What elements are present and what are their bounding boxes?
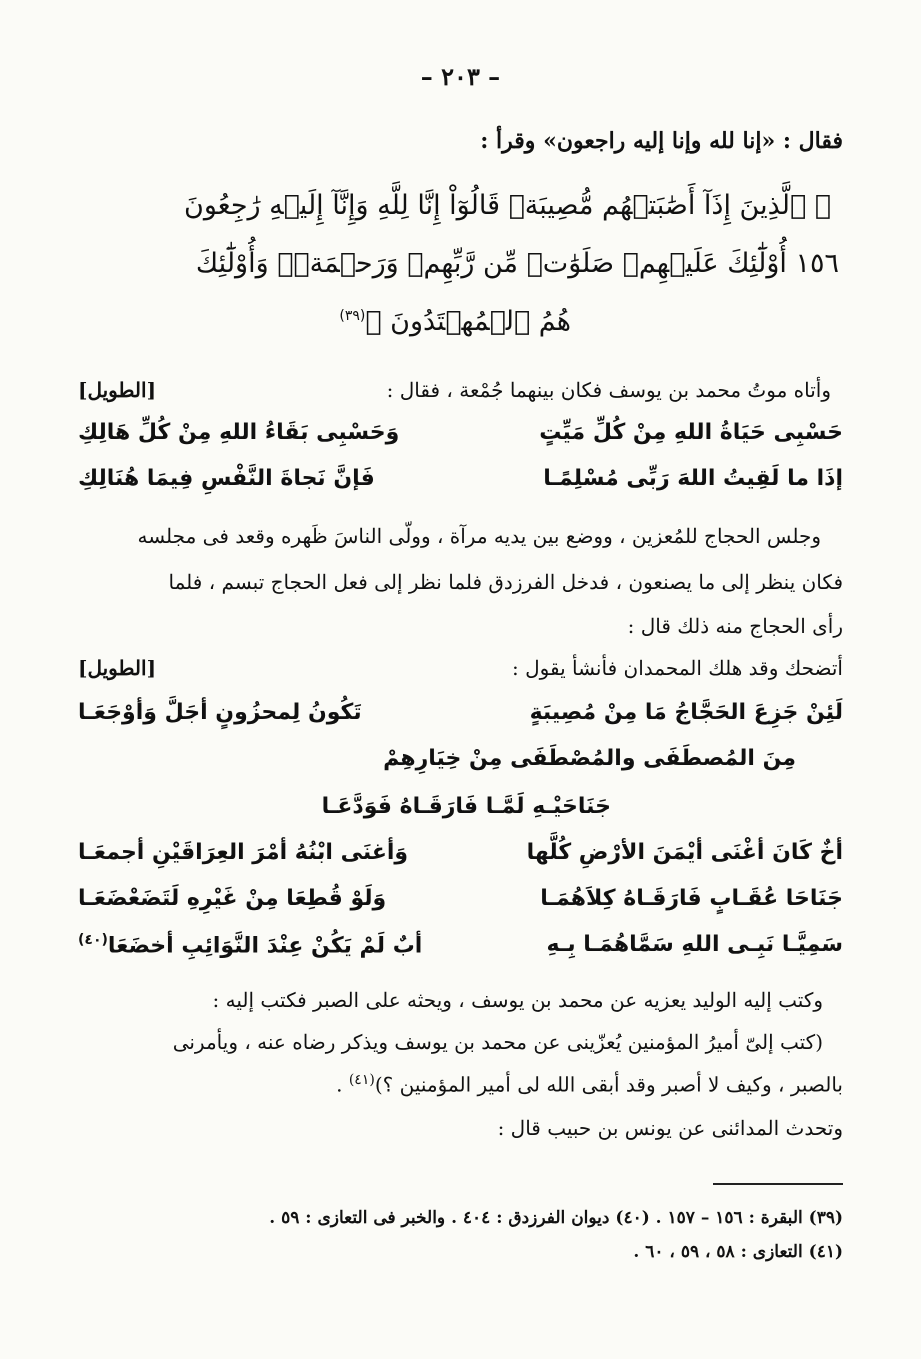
footnote-39-40: (٣٩) البقرة : ١٥٦ – ١٥٧ . (٤٠) ديوان الفرزدق : ٤٠٤ . والخبر فى التعازى : ٥٩ . [269, 1208, 843, 1228]
poem2-verse-3: جَنَاحَيْـهِ لَمَّـا فَارَقَـاهُ فَوَدَّعَـا [321, 794, 611, 819]
paragraph-3-line-3-text: بالصبر ، وكيف لا أصبر وقد أبقى الله لى أمير المؤمنين ؟) [374, 1072, 843, 1097]
poem2-verse-6-second [78, 932, 422, 958]
footnote-divider [713, 1183, 843, 1185]
paragraph-2-line-2: فكان ينظر إلى ما يصنعون ، فدخل الفرزدق فلما نظر إلى فعل الحجاج تبسم ، فلما [168, 570, 843, 594]
poem2-verse-4-first: أخٌ كَانَ أغْنَى أيْمَنَ الأرْضِ كُلَّها [526, 840, 843, 865]
quran-verse-line-3 [339, 306, 571, 337]
footnote-41: (٤١) التعازى : ٥٨ ، ٥٩ ، ٦٠ . [633, 1242, 843, 1262]
poem2-verse-5-first: جَنَاحَا عُقَـابٍ فَارَقَـاهُ كِلاَهُمَـا [540, 886, 843, 911]
paragraph-3-line-2: (كتب إلىّ أميرُ المؤمنين يُعزّينى عن محمد بن يوسف ويذكر رضاه عنه ، ويأمرنى [172, 1030, 823, 1054]
poem2-verse-1-first: لَئِنْ جَزِعَ الحَجَّاجُ مَا مِنْ مُصِيبَةٍ [529, 700, 843, 725]
paragraph-3-line-3-end: . [336, 1072, 349, 1097]
quran-verse-line-2: ١٥٦ أُوْلَٰٓئِكَ عَلَيۡهِمۡ صَلَوَٰتٞ مِّن رَّبِّهِمۡ وَرَحۡمَةٞۖ وَأُوْلَٰٓئِكَ [195, 248, 839, 279]
poem2-verse-2: مِنَ المُصطَفَى والمُصْطَفَى مِنْ خِيَارِهِمْ [383, 746, 796, 771]
meter-label-2: [الطويل] [78, 656, 157, 680]
verse-2-first-hemistich: إذَا ما لَقِيتُ اللهَ رَبِّى مُسْلِمًـا [543, 466, 843, 491]
paragraph-3-line-1: وكتب إليه الوليد يعزيه عن محمد بن يوسف ، ويحثه على الصبر فكتب إليه : [212, 988, 823, 1012]
verse-2-second-hemistich: فَإنَّ نَجاةَ النَّفْسِ فِيمَا هُنَالِكِ [78, 466, 375, 491]
poem2-verse-6-second-text: أبٌ لَمْ يَكُنْ عِنْدَ النَّوَائِبِ أخضَعَا [107, 933, 423, 959]
quran-verse-line-1: ﴿ ٱلَّذِينَ إِذَآ أَصَٰبَتۡهُم مُّصِيبَةٞ قَالُوٓاْ إِنَّا لِلَّهِ وَإِنَّآ إِلَيۡهِ رَٰجِعُونَ [184, 190, 831, 221]
paragraph-3-line-3 [336, 1072, 843, 1097]
footnote-ref-41: (٤١) [348, 1072, 375, 1088]
intro-line: فقال : «إنا لله وإنا إليه راجعون» وقرأ : [480, 128, 843, 154]
quran-verse-text: هُمُ ٱلۡمُهۡتَدُونَ ﴾ [365, 306, 571, 337]
paragraph-1: وأتاه موتُ محمد بن يوسف فكان بينهما جُمْعة ، فقال : [386, 378, 831, 402]
page-number: – ٢٠٣ – [420, 62, 501, 91]
paragraph-3-line-4: وتحدث المدائنى عن يونس بن حبيب قال : [497, 1116, 843, 1140]
meter-label-1: [الطويل] [78, 378, 157, 402]
verse-1-second-hemistich: وَحَسْبِى بَقَاءُ اللهِ مِنْ كُلِّ هَالِكِ [78, 420, 400, 445]
paragraph-2-line-4: أتضحك وقد هلك المحمدان فأنشأ يقول : [512, 656, 843, 680]
poem2-verse-5-second: وَلَوْ قُطِعَا مِنْ غَيْرِهِ لَتَضَعْضَعَـا [78, 886, 387, 911]
poem2-verse-6-first: سَمِيَّـا نَبِـى اللهِ سَمَّاهُمَـا بِـهِ [546, 932, 843, 957]
verse-1-first-hemistich: حَسْبِى حَيَاةُ اللهِ مِنْ كُلِّ مَيِّتٍ [539, 420, 843, 445]
footnote-ref-39: (٣٩) [339, 308, 366, 324]
paragraph-2-line-1: وجلس الحجاج للمُعزين ، ووضع بين يديه مرآة ، وولّى الناسَ ظَهره وقعد فى مجلسه [137, 524, 821, 548]
paragraph-2-line-3: رأى الحجاج منه ذلك قال : [627, 614, 843, 638]
poem2-verse-4-second: وَأغنَى ابْنُهُ أمْرَ العِرَاقَيْنِ أجمعَـا [78, 840, 409, 865]
poem2-verse-1-second: تَكُونُ لِمحزُونٍ أجَلَّ وَأوْجَعَـا [78, 700, 362, 725]
footnote-ref-40: (٤٠) [78, 932, 108, 948]
